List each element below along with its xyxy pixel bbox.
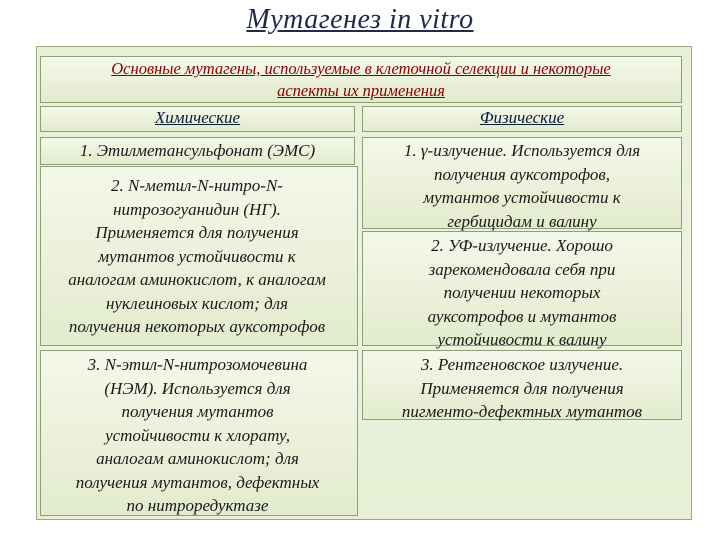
heading-line-2: аспекты их применения bbox=[277, 81, 445, 100]
text-line: ауксотрофов и мутантов bbox=[427, 306, 617, 326]
text-line: получения мутантов, дефектных bbox=[75, 472, 320, 492]
text-line: 3. N-этил-N-нитрозомочевина bbox=[87, 355, 308, 374]
text-line: получения ауксотрофов, bbox=[433, 164, 611, 184]
text-line: гербицидам и валину bbox=[447, 211, 597, 231]
chemical-mutagen-3 bbox=[40, 353, 355, 518]
text-line: пигменто-дефектных мутантов bbox=[401, 402, 643, 421]
text-line: 1. γ-излучение. Используется для bbox=[403, 141, 641, 160]
physical-mutagen-1 bbox=[362, 139, 682, 233]
text-line: устойчивости к хлорату, bbox=[105, 425, 290, 445]
table-heading bbox=[40, 58, 682, 102]
column-header-chemical: Химические bbox=[154, 108, 241, 127]
text-line: получения мутантов bbox=[121, 402, 274, 421]
text-line: получения некоторых ауксотрофов bbox=[68, 317, 326, 336]
text-line: 2. УФ-излучение. Хорошо bbox=[431, 236, 613, 255]
slide-title: Мутагенез in vitro bbox=[246, 4, 474, 35]
chemical-mutagen-2 bbox=[36, 174, 358, 339]
text-line: Применяется для получения bbox=[95, 223, 299, 242]
text-line: аналогам аминокислот, к аналогам bbox=[68, 270, 326, 289]
text-line: по нитроредуктазе bbox=[126, 496, 269, 515]
text-line: мутантов устойчивости к bbox=[98, 246, 296, 266]
chemical-mutagen-1 bbox=[40, 139, 355, 163]
text-line: получении некоторых bbox=[443, 283, 601, 302]
heading-line-1: Основные мутагены, используемые в клеточной селекции и некоторые bbox=[111, 59, 611, 78]
text-line: 1. Этилметансульфонат (ЭМС) bbox=[79, 141, 316, 160]
text-line: нитрозогуанидин (НГ). bbox=[113, 199, 281, 219]
text-line: мутантов устойчивости к bbox=[423, 188, 621, 207]
text-line: нуклеиновых кислот; для bbox=[106, 293, 288, 313]
physical-mutagen-2 bbox=[362, 234, 682, 352]
text-line: (НЭМ). Используется для bbox=[104, 378, 291, 398]
text-line: зарекомендовала себя при bbox=[428, 259, 616, 279]
column-header-physical: Физические bbox=[479, 108, 565, 127]
text-line: 3. Рентгеновское излучение. bbox=[420, 355, 624, 374]
text-line: Применяется для получения bbox=[420, 378, 624, 398]
text-line: 2. N-метил-N-нитро-N- bbox=[111, 176, 283, 195]
physical-mutagen-3 bbox=[362, 353, 682, 424]
text-line: устойчивости к валину bbox=[437, 330, 607, 349]
text-line: аналогам аминокислот; для bbox=[96, 449, 299, 468]
